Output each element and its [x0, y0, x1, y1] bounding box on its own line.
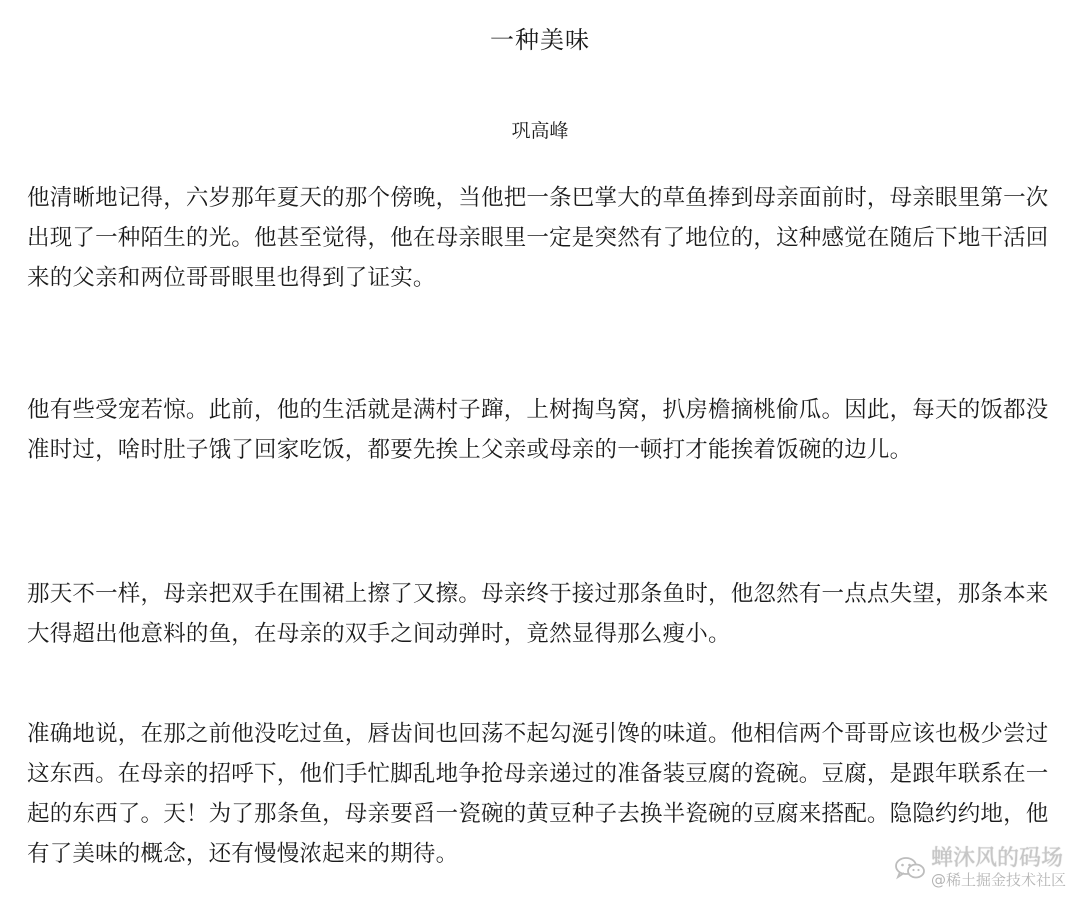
- paragraph: 那天不一样，母亲把双手在围裙上擦了又擦。母亲终于接过那条鱼时，他忽然有一点点失望，那条本来大得超出他意料的鱼，在母亲的双手之间动弹时，竟然显得那么瘦小。: [27, 581, 1049, 647]
- article-author: 巩高峰: [511, 120, 569, 142]
- paragraph: 准确地说，在那之前他没吃过鱼，唇齿间也回荡不起勾涎引馋的味道。他相信两个哥哥应该也极少尝过这东西。在母亲的招呼下，他们手忙脚乱地争抢母亲递过的准备装豆腐的瓷碗。豆腐，是跟年联系在一起的东西了。天！为了那条鱼，母亲要舀一瓷碗的黄豆种子去换半瓷碗的豆腐来搭配。隐隐约约地，他有了美味的概念，还有慢慢浓起来的期待。: [27, 721, 1049, 867]
- article-title: 一种美味: [490, 26, 590, 54]
- watermark-source: @稀土掘金技术社区: [930, 871, 1066, 889]
- watermark: [895, 847, 1066, 889]
- paragraph: 他清晰地记得，六岁那年夏天的那个傍晚，当他把一条巴掌大的草鱼捧到母亲面前时，母亲眼里第一次出现了一种陌生的光。他甚至觉得，他在母亲眼里一定是突然有了地位的，这种感觉在随后下地干活回来的父亲和两位哥哥眼里也得到了证实。: [27, 185, 1049, 291]
- wechat-icon: [895, 856, 925, 880]
- watermark-name: 蝉沐风的码场: [930, 846, 1063, 871]
- paragraph: 他有些受宠若惊。此前，他的生活就是满村子蹿，上树掏鸟窝，扒房檐摘桃偷瓜。因此，每天的饭都没准时过，啥时肚子饿了回家吃饭，都要先挨上父亲或母亲的一顿打才能挨着饭碗的边儿。: [27, 397, 1049, 463]
